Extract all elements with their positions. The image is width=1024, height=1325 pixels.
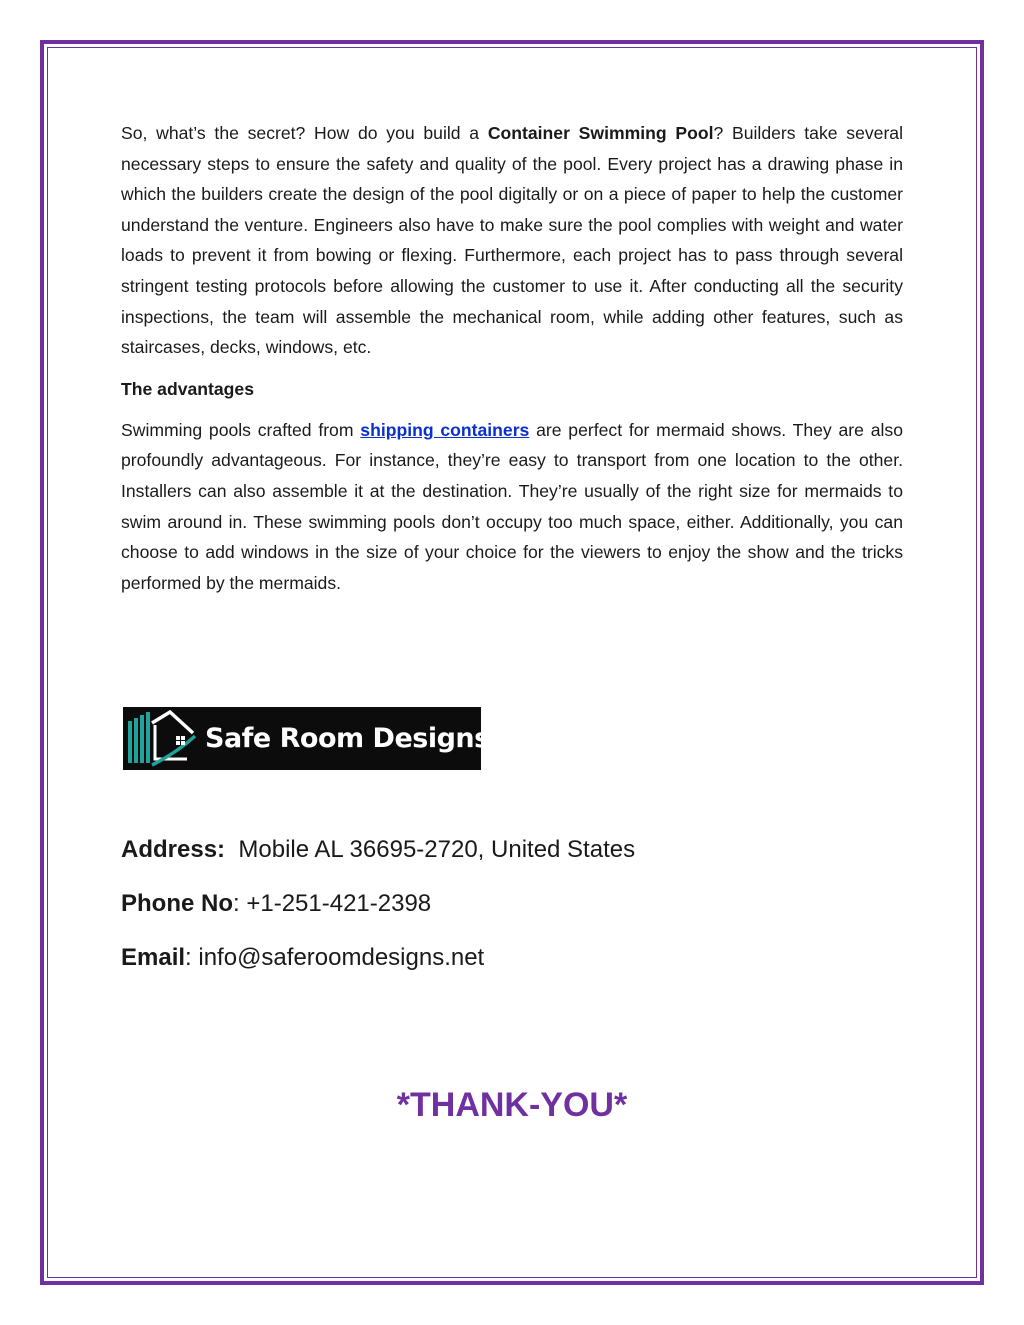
company-logo <box>123 707 490 770</box>
paragraph-advantages-intro: Swimming pools crafted from <box>121 419 361 440</box>
house-container-icon <box>123 707 205 770</box>
address-line <box>121 835 635 865</box>
address-label: Address: <box>121 836 226 863</box>
email-line <box>121 943 484 973</box>
shipping-containers-link[interactable]: shipping containers <box>360 419 530 440</box>
phone-value: : +1-251-421-2398 <box>233 890 432 917</box>
advantages-heading: The advantages <box>121 378 254 399</box>
document-body <box>121 118 903 598</box>
paragraph-secret-body: ? Builders take several necessary steps to ensure the safety and quality of the pool. Every project has a drawing phase in which the builders create the design of the pool digitally or on a piece of paper to help the customer understand the venture. Engineers also have to make sure the pool complies with weight and water loads to prevent it from bowing or flexing. Furthermore, each project has to pass through several stringent testing protocols before allowing the customer to use it. After conducting all the security inspections, the team will assemble the mechanical room, while adding other features, such as staircases, decks, windows, etc. <box>121 123 904 358</box>
thank-you-text: *THANK-YOU* <box>396 1086 628 1124</box>
container-pool-term: Container Swimming Pool <box>487 123 714 143</box>
email-value: : info@saferoomdesigns.net <box>185 944 485 971</box>
phone-label: Phone No <box>121 890 233 917</box>
paragraph-advantages <box>121 415 903 599</box>
paragraph-advantages-body: are perfect for mermaid shows. They are also profoundly advantageous. For instance, they’re easy to transport from one location to the other. Installers can also assemble it at the destination. They’re usually of the right size for mermaids to swim around in. These swimming pools don’t occupy too much space, either. Additionally, you can choose to add windows in the size of your choice for the viewers to enjoy the show and the tricks performed by the mermaids. <box>121 419 903 593</box>
address-value: Mobile AL 36695-2720, United States <box>238 836 636 863</box>
logo-wordmark: Safe Room Designs <box>205 723 490 754</box>
phone-line <box>121 889 431 919</box>
email-label: Email <box>121 944 186 971</box>
paragraph-secret-intro: So, what’s the secret? How do you build a <box>121 123 488 143</box>
paragraph-secret <box>121 118 903 363</box>
